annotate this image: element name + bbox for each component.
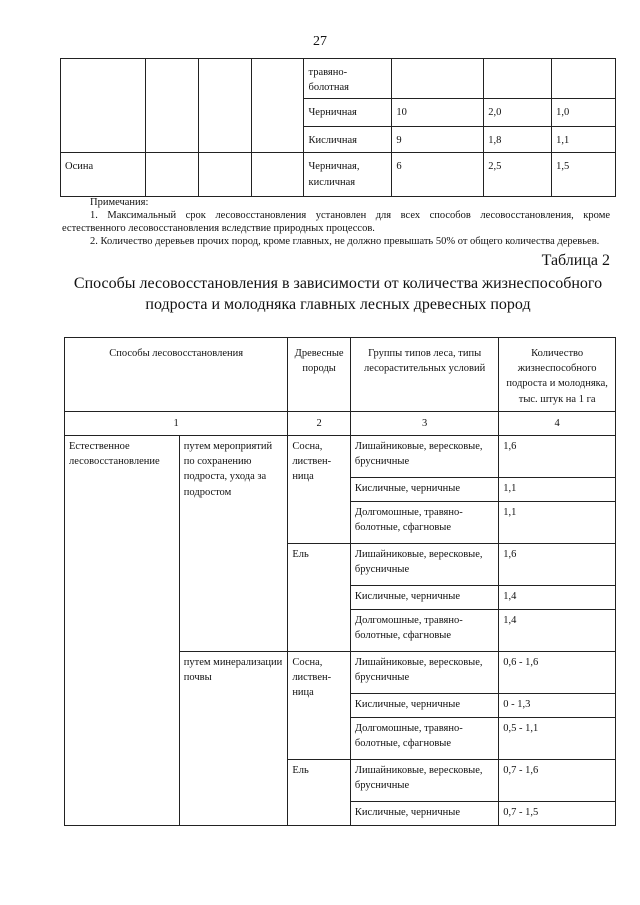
notes-heading: Примечания: <box>90 197 149 208</box>
column-number: 2 <box>288 412 351 436</box>
group-cell: Кисличные, черничные <box>350 478 498 502</box>
table-cell: Черничная <box>304 99 392 127</box>
table-cell: 1,5 <box>552 153 616 197</box>
table-cell <box>198 59 251 153</box>
notes <box>62 196 610 249</box>
table-cell <box>145 153 198 197</box>
species-cell: Ель <box>288 544 351 652</box>
table-cell: 9 <box>392 127 484 153</box>
table-cell: 1,8 <box>484 127 552 153</box>
quantity-cell: 1,4 <box>499 610 616 652</box>
table-cell <box>392 59 484 99</box>
table-cell: 2,5 <box>484 153 552 197</box>
table-cell: 1,1 <box>552 127 616 153</box>
group-cell: Лишайниковые, вересковые, брусничные <box>350 652 498 694</box>
quantity-cell: 0,6 - 1,6 <box>499 652 616 694</box>
quantity-cell: 1,4 <box>499 586 616 610</box>
group-cell: Лишайниковые, вересковые, брусничные <box>350 760 498 802</box>
group-cell: Лишайниковые, вересковые, брусничные <box>350 436 498 478</box>
quantity-cell: 0 - 1,3 <box>499 694 616 718</box>
table-title: Способы лесовосстановления в зависимости от количества жизнеспособного подроста и молодняка главных лесных древесных пород <box>73 275 603 313</box>
group-cell: Лишайниковые, вересковые, брусничные <box>350 544 498 586</box>
table-row <box>61 59 616 99</box>
quantity-cell: 1,1 <box>499 502 616 544</box>
table-cell <box>198 153 251 197</box>
header-methods: Способы лесовосстановления <box>65 338 288 412</box>
quantity-cell: 1,6 <box>499 436 616 478</box>
table-label: Таблица 2 <box>541 252 610 269</box>
submethod-cell: путем мероприятий по сохранению подроста, ухода за подростом <box>179 436 288 652</box>
table-cell: Осина <box>61 153 146 197</box>
method-cell: Естественное лесовосстановление <box>65 436 180 826</box>
column-number: 1 <box>65 412 288 436</box>
table-cell: 1,0 <box>552 99 616 127</box>
continuation-table <box>60 58 616 197</box>
column-number: 3 <box>350 412 498 436</box>
species-cell: Ель <box>288 760 351 826</box>
quantity-cell: 1,1 <box>499 478 616 502</box>
header-quantity: Количество жизнеспособного подроста и молодняка, тыс. штук на 1 га <box>499 338 616 412</box>
quantity-cell: 0,7 - 1,5 <box>499 802 616 826</box>
table-row <box>65 436 616 478</box>
table-row <box>61 153 616 197</box>
submethod-cell: путем минерализации почвы <box>179 652 288 826</box>
note-item: 1. Максимальный срок лесовосстановления установлен для всех способов лесовосстановления, кроме естественного лесовосстановления вследствие природных процессов. <box>62 210 610 235</box>
table-cell <box>61 59 146 153</box>
header-species: Древесные породы <box>288 338 351 412</box>
group-cell: Кисличные, черничные <box>350 802 498 826</box>
table-cell <box>251 153 304 197</box>
table-cell: Черничная, кисличная <box>304 153 392 197</box>
page-number: 27 <box>313 34 327 49</box>
group-cell: Долгомошные, травяно-болотные, сфагновые <box>350 502 498 544</box>
group-cell: Долгомошные, травяно-болотные, сфагновые <box>350 610 498 652</box>
quantity-cell: 1,6 <box>499 544 616 586</box>
species-cell: Сосна, листвен-ница <box>288 436 351 544</box>
note-item: 2. Количество деревьев прочих пород, кроме главных, не должно превышать 50% от общего количества деревьев. <box>90 236 600 248</box>
table-cell: 10 <box>392 99 484 127</box>
header-groups: Группы типов леса, типы лесорастительных условий <box>350 338 498 412</box>
column-number-row <box>65 412 616 436</box>
table-cell <box>251 59 304 153</box>
table-cell: 6 <box>392 153 484 197</box>
column-number: 4 <box>499 412 616 436</box>
table-cell: травяно-болотная <box>304 59 392 99</box>
species-cell: Сосна, листвен-ница <box>288 652 351 760</box>
table-header-row <box>65 338 616 412</box>
table-cell <box>552 59 616 99</box>
table-cell: Кисличная <box>304 127 392 153</box>
methods-table <box>64 337 616 826</box>
table-cell <box>484 59 552 99</box>
group-cell: Долгомошные, травяно-болотные, сфагновые <box>350 718 498 760</box>
table-cell: 2,0 <box>484 99 552 127</box>
quantity-cell: 0,7 - 1,6 <box>499 760 616 802</box>
group-cell: Кисличные, черничные <box>350 586 498 610</box>
table-cell <box>145 59 198 153</box>
quantity-cell: 0,5 - 1,1 <box>499 718 616 760</box>
group-cell: Кисличные, черничные <box>350 694 498 718</box>
